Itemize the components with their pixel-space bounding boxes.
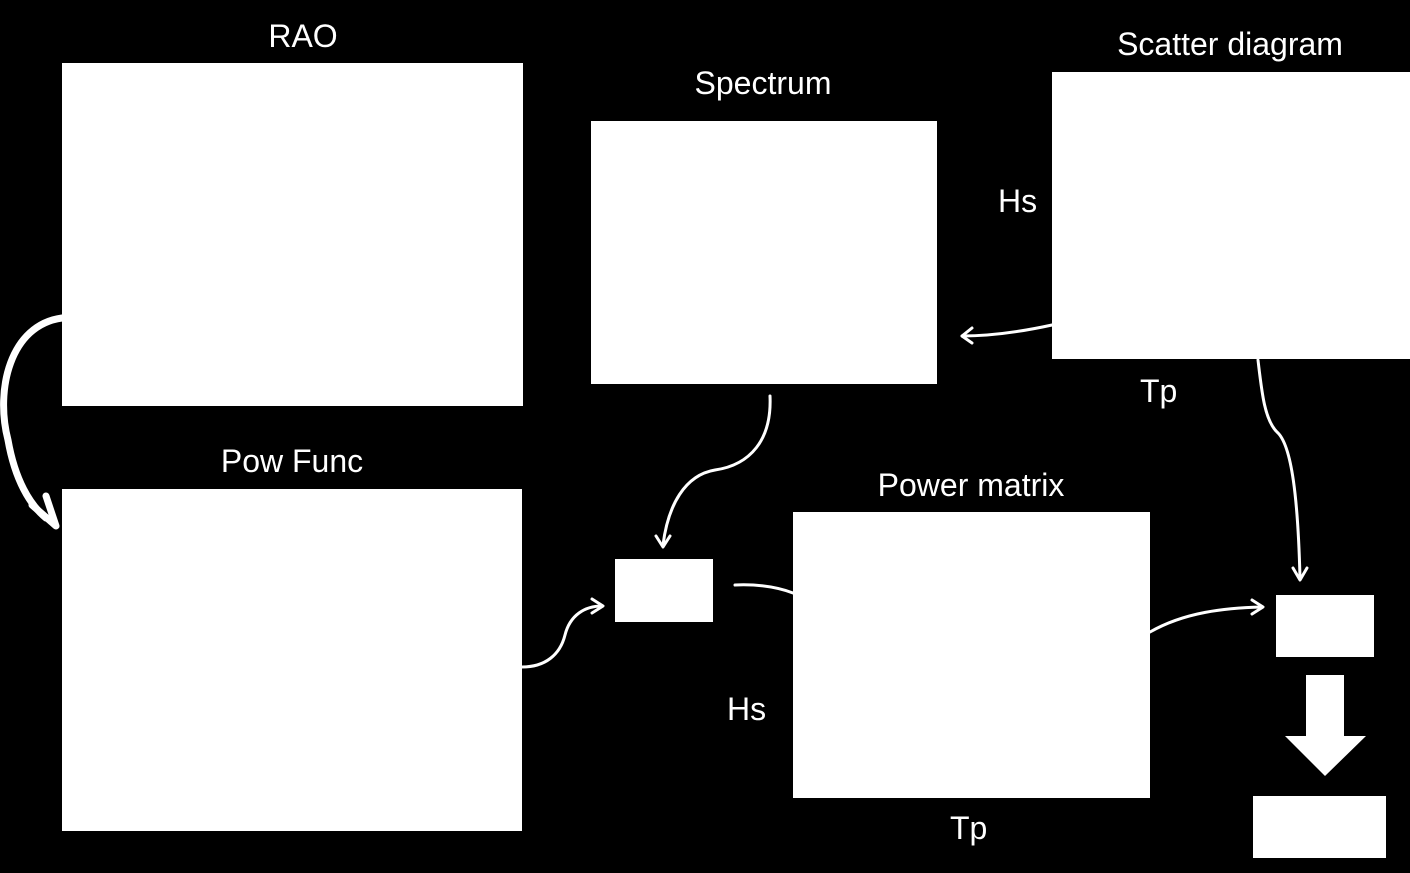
scatter-to-spectrum-arrow — [962, 325, 1052, 336]
power-matrix-hs-label: Hs — [727, 691, 767, 727]
powfunc-to-node-arrow — [522, 606, 602, 667]
scatter-tp-label: Tp — [1140, 373, 1178, 409]
power-matrix-title: Power matrix — [877, 467, 1065, 503]
powermatrix-to-node-arrow — [1150, 607, 1262, 632]
power-matrix-tp-label: Tp — [950, 810, 988, 846]
rao-to-powfunc-arrow — [4, 318, 62, 518]
spectrum-title: Spectrum — [694, 65, 832, 101]
scatter-diagram-title: Scatter diagram — [1117, 26, 1343, 62]
spectrum-to-node-arrow — [663, 396, 770, 545]
pow-func-title: Pow Func — [220, 443, 364, 479]
rao-title: RAO — [268, 18, 338, 54]
rao-to-powfunc-arrowhead — [32, 496, 56, 526]
node-to-powermatrix-line — [735, 585, 793, 593]
scatter-hs-label: Hs — [998, 183, 1038, 219]
scatter-to-node-arrow — [1258, 360, 1300, 578]
down-arrow — [1285, 675, 1366, 776]
